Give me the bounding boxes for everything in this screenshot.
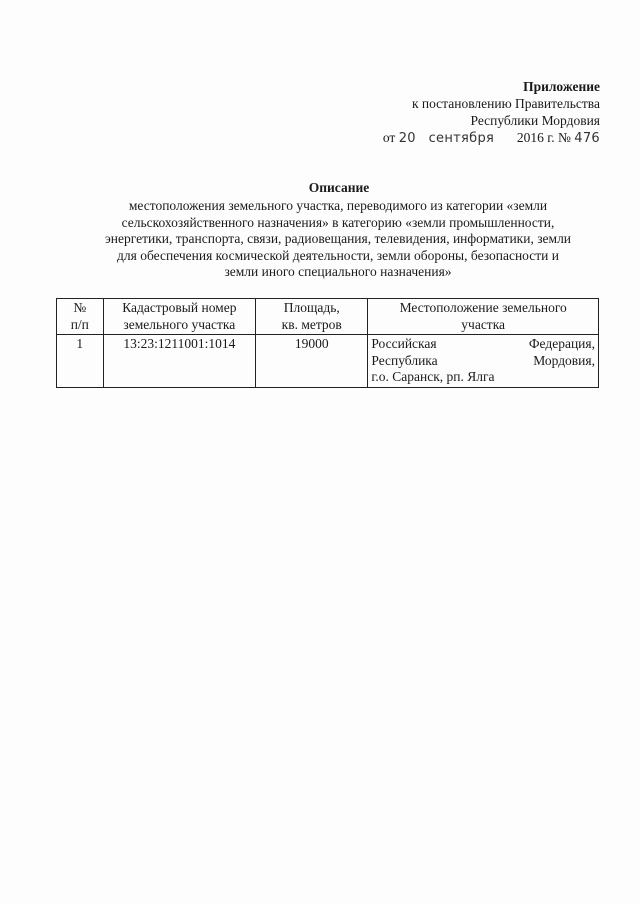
subtitle-line: энергетики, транспорта, связи, радиовещания, телевидения, информатики, земли bbox=[104, 231, 572, 247]
appendix-date-line bbox=[360, 129, 600, 147]
date-prefix: от bbox=[382, 130, 396, 145]
header-cadastral-number: Кадастровый номер земельного участка bbox=[103, 299, 256, 335]
header-area: Площадь, кв. метров bbox=[256, 299, 368, 335]
appendix-line-2: Республики Мордовия bbox=[470, 113, 600, 128]
header-location: Местоположение земельного участка bbox=[368, 299, 599, 335]
subtitle-line: земли иного специального назначения» bbox=[224, 264, 452, 280]
cell-cadastral-number: 13:23:1211001:1014 bbox=[103, 335, 256, 388]
table-row bbox=[57, 335, 599, 388]
appendix-line-1: к постановлению Правительства bbox=[411, 96, 600, 111]
document-title: Описание bbox=[308, 180, 370, 195]
land-plot-table bbox=[56, 298, 599, 388]
subtitle-line: местоположения земельного участка, переводимого из категории «земли bbox=[128, 198, 548, 213]
date-month: сентября bbox=[428, 131, 495, 146]
cell-location: Российская Федерация, Республика Мордовия, г.о. Саранск, рп. Ялга bbox=[368, 335, 599, 388]
document-number: 476 bbox=[574, 131, 600, 146]
appendix-block bbox=[360, 78, 600, 147]
table-header-row bbox=[57, 299, 599, 335]
appendix-heading: Приложение bbox=[523, 79, 600, 94]
subtitle-line: для обеспечения космической деятельности, земли обороны, безопасности и bbox=[117, 247, 559, 263]
cell-area: 19000 bbox=[256, 335, 368, 388]
header-number: № п/п bbox=[57, 299, 104, 335]
document-subtitle bbox=[58, 198, 618, 281]
date-year: 2016 г. № bbox=[516, 130, 571, 145]
subtitle-line: сельскохозяйственного назначения» в категорию «земли промышленности, bbox=[121, 214, 555, 230]
date-day: 20 bbox=[398, 131, 416, 146]
cell-number: 1 bbox=[57, 335, 104, 388]
